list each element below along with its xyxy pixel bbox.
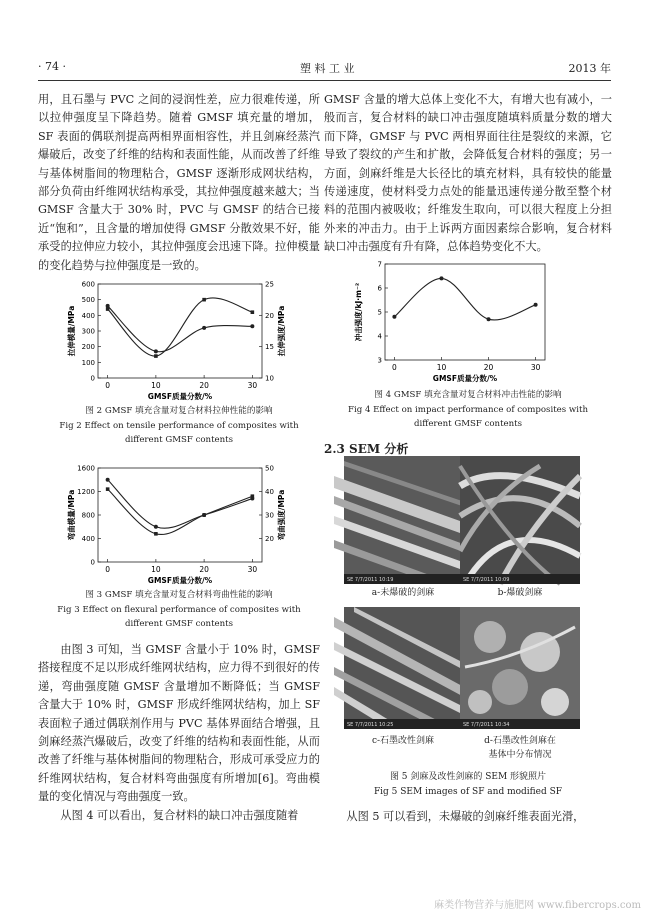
y-right-tick-label: 50 (265, 464, 274, 473)
data-point (154, 525, 158, 529)
y-tick-label: 4 (377, 332, 382, 341)
y-axis-label: 冲击强度/kJ·m⁻² (354, 282, 363, 342)
fig4-chart (355, 258, 575, 386)
sem-photo (344, 456, 462, 584)
x-axis-label: GMSF质量分数/% (147, 392, 213, 401)
fig2-caption-en-2: different GMSF contents (124, 435, 234, 445)
sem-image-d (460, 607, 580, 729)
fig4-caption-en-1: Fig 4 Effect on impact performance of composites with (348, 404, 588, 415)
y-right-axis-label: 弯曲强度/MPa (277, 489, 286, 541)
data-point (439, 276, 443, 280)
x-tick-label: 0 (105, 565, 111, 574)
left-text-block-2 (38, 641, 320, 825)
series-line (108, 306, 253, 352)
y-tick-label: 500 (81, 296, 95, 305)
y-right-tick-label: 15 (265, 343, 274, 352)
series-line (108, 298, 253, 356)
y-tick-label: 6 (377, 284, 382, 293)
paragraph: GMSF 含量的增大总体上变化不大，有增大也有减小，一般而言，复合材料的缺口冲击强度随填料质量分数的增大而下降，GMSF 与 PVC 两相界面往往是裂纹的来源，它导致了裂纹的产生和扩散，会降低复合材料的强度；另一方面，剑麻纤维是大长径比的填充材料，具有较快的能量传递速度，使材料受力点处的能量迅速传递分散至整个材料的范围内被吸收；纤维发生取向，可以很大程度上分担外来的冲击力。由于上诉两方面因素综合影响，复合材料缺口冲击强度有升有降，总体趋势变化不大。 (324, 93, 612, 254)
watermark: 麻类作物营养与施肥网 www.fibercrops.com (434, 900, 641, 911)
sem-label-text: c-石墨改性剑麻 (371, 736, 435, 746)
sem-label-text: d-石墨改性剑麻在 (484, 736, 556, 746)
sem-stamp: SE 7/7/2011 10:25 (347, 722, 394, 728)
x-tick-label: 0 (105, 381, 111, 390)
data-point (202, 326, 206, 330)
y-axis-label: 弯曲模量/MPa (67, 489, 76, 541)
x-tick-label: 20 (483, 363, 494, 372)
fig3-caption-en-2: different GMSF contents (124, 619, 234, 629)
y-right-tick-label: 20 (265, 311, 274, 320)
y-tick-label: 1600 (77, 464, 95, 473)
y-right-tick-label: 25 (265, 280, 274, 289)
fig4-caption-cn: 图 4 GMSF 填充含量对复合材料冲击性能的影响 (374, 390, 562, 400)
series-line (108, 480, 253, 529)
y-tick-label: 800 (81, 511, 95, 520)
y-tick-label: 600 (81, 280, 95, 289)
left-text-block-1 (38, 91, 320, 275)
x-tick-label: 10 (151, 565, 161, 574)
y-tick-label: 100 (81, 358, 95, 367)
right-text-block-2 (324, 808, 612, 826)
fig2-caption-en-1: Fig 2 Effect on tensile performance of composites with (59, 420, 299, 431)
y-tick-label: 7 (377, 260, 382, 269)
sem-label-text: b-爆破剑麻 (497, 588, 543, 598)
paragraph: 用，且石墨与 PVC 之间的浸润性差，应力很难传递，所以拉伸强度呈下降趋势。随着 GMSF 填充量的增加，SF 表面的偶联剂提高两相界面相容性，并且剑麻经蒸汽爆破后，改变了纤维的结构和表面性能，从而改善了纤维与基体树脂间的物理粘合，GMSF 逐渐形成网状结构，部分负荷由纤维网状结构承受，其拉伸强度越来越大；当 GMSF 含量大于 30% 时，PVC 与 GMSF 的结合已接近“饱和”，且含量的增加使得 GMSF 分散效果不好，能承受的拉伸应力较小，其拉伸强度会迅速下降。拉伸模量的变化趋势与拉伸强度是一致的。 (38, 93, 320, 272)
data-point (106, 478, 110, 482)
x-tick-label: 30 (247, 381, 258, 390)
x-tick-label: 30 (530, 363, 541, 372)
y-tick-label: 3 (377, 356, 382, 365)
plot-frame (98, 468, 262, 562)
sem-stamp: SE 7/7/2011 10:09 (463, 577, 510, 583)
y-tick-label: 400 (81, 535, 95, 543)
y-tick-label: 1200 (77, 488, 95, 496)
data-point (392, 315, 396, 319)
data-point (534, 303, 538, 307)
journal-year: 2013 年 (568, 62, 611, 75)
data-point (154, 532, 158, 536)
fig5-caption-en: Fig 5 SEM images of SF and modified SF (373, 786, 563, 797)
data-point (106, 487, 110, 491)
data-point (250, 324, 254, 328)
sem-image-b (460, 456, 580, 584)
x-tick-label: 10 (436, 363, 447, 372)
x-tick-label: 10 (151, 381, 161, 390)
sem-photo (460, 456, 580, 584)
sem-label-a (344, 586, 462, 600)
x-axis-label: GMSF质量分数/% (432, 374, 498, 383)
y-axis-label: 拉伸模量/MPa (67, 305, 76, 357)
fig5-caption (324, 770, 612, 799)
x-tick-label: 30 (247, 565, 258, 574)
fig2-caption-cn: 图 2 GMSF 填充含量对复合材料拉伸性能的影响 (85, 406, 273, 416)
y-right-tick-label: 30 (265, 511, 274, 520)
paragraph: 从图 5 可以看到，未爆破的剑麻纤维表面光滑， (346, 810, 585, 823)
sem-label-b (460, 586, 580, 600)
fig4-caption-en-2: different GMSF contents (413, 419, 523, 429)
fig4-caption (324, 388, 612, 432)
fig3-caption (38, 588, 320, 632)
sem-label-d (460, 734, 580, 762)
y-right-tick-label: 40 (265, 488, 274, 496)
data-point (106, 307, 110, 311)
section-heading: 2.3 SEM 分析 (324, 442, 409, 456)
page-number: · 74 · (38, 60, 66, 73)
data-point (251, 494, 255, 498)
x-tick-label: 20 (199, 381, 209, 390)
fig3-chart (60, 462, 300, 586)
y-right-tick-label: 20 (265, 535, 274, 543)
y-tick-label: 5 (377, 308, 382, 317)
fig3-caption-cn: 图 3 GMSF 填充含量对复合材料弯曲性能的影响 (85, 590, 273, 600)
y-tick-label: 400 (81, 311, 95, 320)
sem-stamp: SE 7/7/2011 10:19 (347, 577, 394, 583)
paragraph: 由图 3 可知，当 GMSF 含量小于 10% 时，GMSF 搭接程度不足以形成纤维网状结构，应力得不到很好的传递，弯曲强度随 GMSF 含量增加不断降低；当 GMSF 含量大于 10% 时，GMSF 形成纤维网状结构，加上 SF 表面粒子通过偶联剂作用与 PVC 基体界面结合增强，且剑麻经蒸汽爆破后，改变了纤维的结构和表面性能，从而改善了纤维与基体树脂间的物理粘合，形成可承受应力的纤维网状结构，复合材料弯曲强度有所增加[6]。弯曲模量的变化情况与弯曲强度一致。 (38, 643, 320, 804)
journal-name: 塑 料 工 业 (300, 62, 355, 75)
y-tick-label: 300 (81, 327, 95, 336)
y-tick-label: 0 (90, 558, 95, 567)
header-rule (38, 80, 611, 81)
paragraph: 从图 4 可以看出，复合材料的缺口冲击强度随着 (60, 808, 299, 822)
series-line (108, 489, 253, 534)
data-point (251, 310, 255, 314)
data-point (202, 513, 206, 517)
sem-photo (344, 607, 462, 729)
right-text-block-1 (324, 91, 612, 257)
sem-label-text: a-未爆破的剑麻 (371, 588, 435, 598)
data-point (487, 317, 491, 321)
x-tick-label: 20 (199, 565, 209, 574)
series-line (394, 278, 535, 320)
y-right-tick-label: 10 (265, 374, 274, 383)
y-tick-label: 0 (90, 374, 95, 383)
data-point (154, 354, 158, 358)
data-point (154, 349, 158, 353)
sem-image-a (344, 456, 462, 584)
sem-label-c (344, 734, 462, 748)
fig2-chart (60, 278, 300, 402)
sem-image-c (344, 607, 462, 729)
fig2-caption (38, 404, 320, 448)
running-header (38, 60, 611, 76)
x-tick-label: 0 (392, 363, 397, 372)
fig3-caption-en-1: Fig 3 Effect on flexural performance of composites with (57, 604, 301, 615)
x-axis-label: GMSF质量分数/% (147, 576, 213, 585)
sem-photo (460, 607, 580, 729)
sem-label-text-2: 基体中分布情况 (488, 750, 552, 760)
y-tick-label: 200 (81, 343, 95, 352)
fig5-caption-cn: 图 5 剑麻及改性剑麻的 SEM 形貌照片 (389, 772, 547, 782)
sem-stamp: SE 7/7/2011 10:34 (463, 722, 510, 728)
y-right-axis-label: 拉伸强度/MPa (277, 305, 286, 357)
data-point (202, 298, 206, 302)
